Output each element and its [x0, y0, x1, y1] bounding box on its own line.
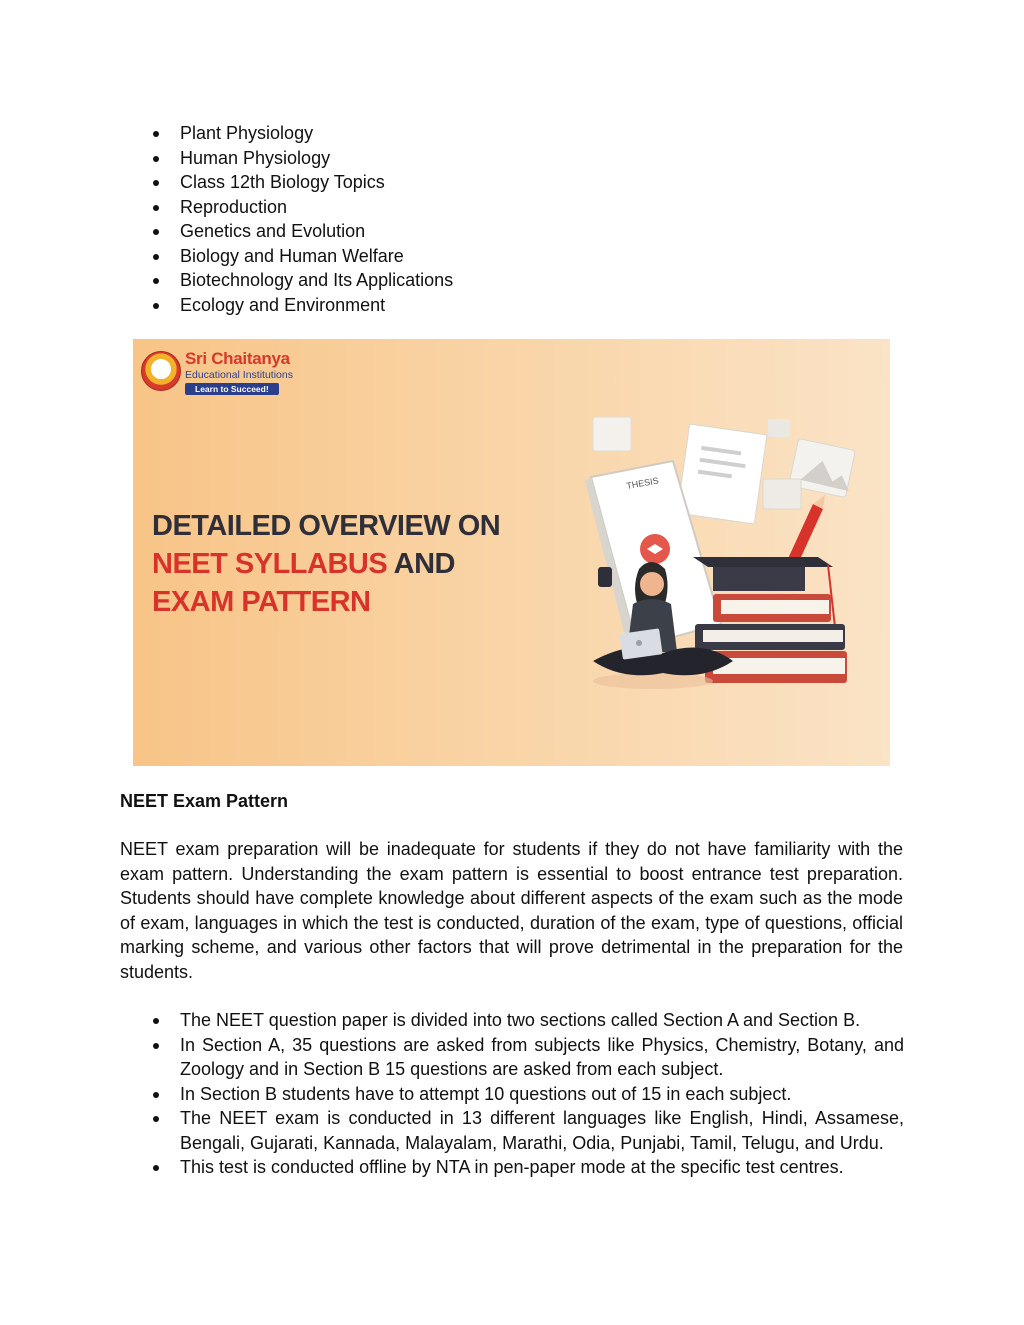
headline-line-2	[152, 545, 500, 583]
list-item: In Section B students have to attempt 10 questions out of 15 in each subject.	[120, 1082, 904, 1107]
exam-pattern-list	[120, 1008, 904, 1180]
list-item: Ecology and Environment	[120, 293, 920, 318]
list-item: Biotechnology and Its Applications	[120, 268, 920, 293]
image-icon	[763, 479, 801, 509]
list-item: The NEET question paper is divided into two sections called Section A and Section B.	[120, 1008, 904, 1033]
banner-headline	[152, 507, 500, 621]
book-label: THESIS	[625, 475, 660, 491]
neet-overview-banner	[133, 339, 890, 766]
headline-line-1: DETAILED OVERVIEW ON	[152, 510, 501, 542]
list-item: Biology and Human Welfare	[120, 244, 920, 269]
biology-topics-list	[120, 121, 920, 317]
headline-line-3: EXAM PATTERN	[152, 586, 371, 618]
student-studying-illustration	[563, 399, 883, 699]
list-item: Genetics and Evolution	[120, 219, 920, 244]
logo-name: Sri Chaitanya	[185, 349, 290, 368]
logo-emblem-icon	[141, 351, 181, 391]
list-item: The NEET exam is conducted in 13 different languages like English, Hindi, Assamese, Bengali, Gujarati, Kannada, Malayalam, Marathi, Odia, Punjabi, Tamil, Telugu, and Urdu.	[120, 1106, 904, 1155]
headline-red-text: NEET SYLLABUS	[152, 548, 388, 580]
logo-tagline: Learn to Succeed!	[185, 383, 279, 395]
paper-icon	[593, 417, 631, 451]
book-stack-icon	[695, 594, 847, 683]
list-item: Class 12th Biology Topics	[120, 170, 920, 195]
list-item: In Section A, 35 questions are asked from subjects like Physics, Chemistry, Botany, and Zoology and in Section B 15 questions are asked from each subject.	[120, 1033, 904, 1082]
paper-icon	[768, 419, 790, 437]
logo-subtitle: Educational Institutions	[185, 369, 293, 381]
list-item: Human Physiology	[120, 146, 920, 171]
section-heading: NEET Exam Pattern	[120, 791, 289, 811]
list-item: Plant Physiology	[120, 121, 920, 146]
section-paragraph: NEET exam preparation will be inadequate for students if they do not have familiarity with the exam pattern. Understanding the exam pattern is essential to boost entrance test preparation. Students should have complete knowledge about different aspects of the exam such as the mode of exam, languages in which the test is conducted, duration of the exam, type of questions, official marking scheme, and various other factors that will prove detrimental in the preparation for the students.	[120, 839, 903, 982]
headline-dark-text: AND	[387, 548, 455, 580]
list-item: Reproduction	[120, 195, 920, 220]
sri-chaitanya-logo	[141, 349, 301, 397]
list-item: This test is conducted offline by NTA in pen-paper mode at the specific test centres.	[120, 1155, 904, 1180]
document-icon	[677, 424, 767, 524]
